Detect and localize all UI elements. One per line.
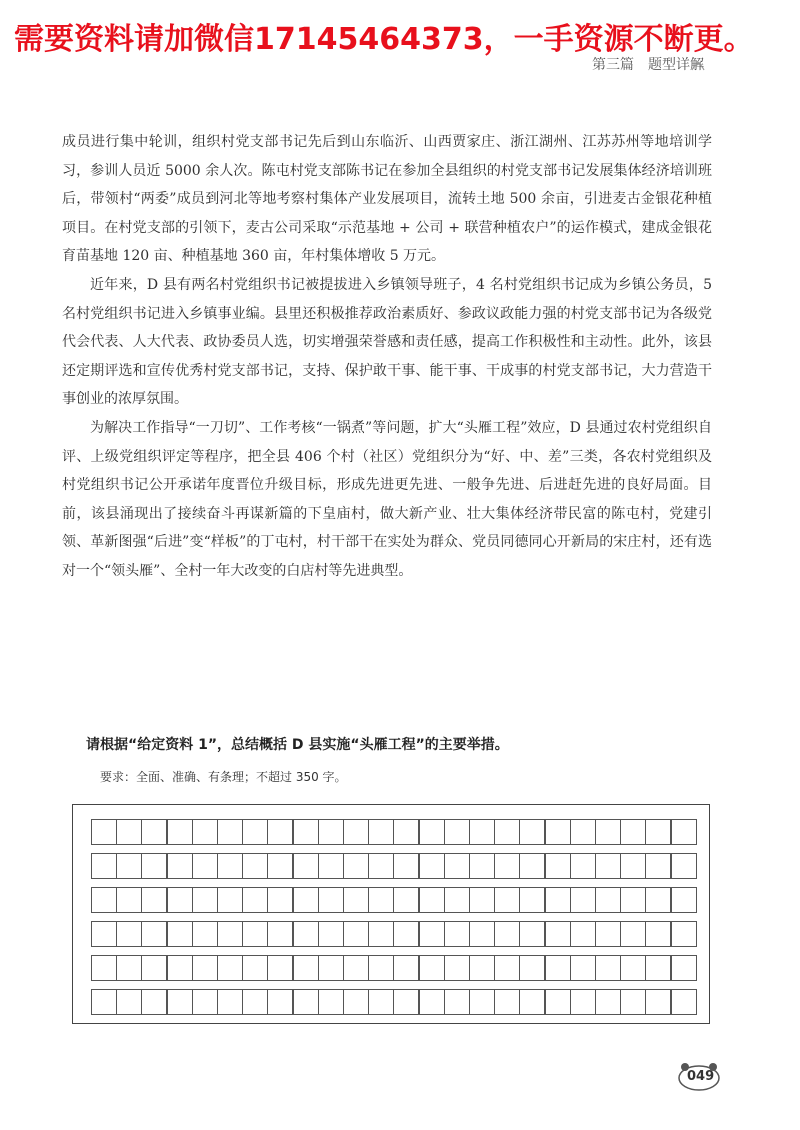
grid-cell[interactable] (167, 921, 193, 947)
grid-cell[interactable] (419, 887, 445, 913)
grid-cell[interactable] (444, 955, 470, 981)
grid-cell[interactable] (620, 853, 646, 879)
grid-cell[interactable] (116, 819, 142, 845)
grid-cell[interactable] (393, 921, 419, 947)
grid-cell[interactable] (116, 853, 142, 879)
grid-cell[interactable] (267, 853, 293, 879)
grid-cell[interactable] (393, 853, 419, 879)
page-header: 第三篇 题型详解 (592, 57, 704, 73)
grid-row (91, 819, 696, 845)
grid-cell[interactable] (494, 853, 520, 879)
grid-cell[interactable] (671, 887, 697, 913)
grid-cell[interactable] (545, 853, 571, 879)
grid-cell[interactable] (91, 989, 117, 1015)
grid-cell[interactable] (645, 989, 671, 1015)
grid-cell[interactable] (368, 955, 394, 981)
grid-cell[interactable] (242, 853, 268, 879)
grid-cell[interactable] (570, 819, 596, 845)
grid-cell[interactable] (141, 955, 167, 981)
grid-cell[interactable] (545, 989, 571, 1015)
grid-cell[interactable] (494, 955, 520, 981)
grid-cell[interactable] (318, 819, 344, 845)
grid-cell[interactable] (167, 989, 193, 1015)
grid-cell[interactable] (343, 853, 369, 879)
grid-cell[interactable] (519, 989, 545, 1015)
grid-cell[interactable] (368, 989, 394, 1015)
grid-cell[interactable] (494, 921, 520, 947)
grid-cell[interactable] (671, 989, 697, 1015)
grid-cell[interactable] (645, 887, 671, 913)
grid-cell[interactable] (393, 955, 419, 981)
grid-cell[interactable] (141, 989, 167, 1015)
grid-cell[interactable] (368, 887, 394, 913)
grid-cell[interactable] (267, 887, 293, 913)
grid-cell[interactable] (620, 955, 646, 981)
grid-cell[interactable] (217, 819, 243, 845)
grid-cell[interactable] (570, 887, 596, 913)
answer-grid[interactable] (72, 804, 710, 1024)
grid-cell[interactable] (192, 921, 218, 947)
grid-cell[interactable] (217, 989, 243, 1015)
grid-cell[interactable] (141, 921, 167, 947)
grid-cell[interactable] (242, 887, 268, 913)
grid-cell[interactable] (242, 989, 268, 1015)
grid-cell[interactable] (570, 921, 596, 947)
grid-cell[interactable] (192, 989, 218, 1015)
grid-row (91, 955, 696, 981)
grid-cell[interactable] (343, 921, 369, 947)
grid-cell[interactable] (519, 955, 545, 981)
watermark-text: 需要资料请加微信17145464373，一手资源不断更。 (14, 22, 754, 57)
grid-cell[interactable] (393, 819, 419, 845)
grid-cell[interactable] (318, 989, 344, 1015)
material-body (62, 128, 712, 586)
grid-cell[interactable] (393, 989, 419, 1015)
grid-cell[interactable] (343, 989, 369, 1015)
grid-cell[interactable] (318, 853, 344, 879)
grid-cell[interactable] (469, 853, 495, 879)
grid-cell[interactable] (545, 921, 571, 947)
grid-cell[interactable] (419, 921, 445, 947)
grid-cell[interactable] (469, 819, 495, 845)
paragraph-1: 成员进行集中轮训，组织村党支部书记先后到山东临沂、山西贾家庄、浙江湖州、江苏苏州等地培训学习，参训人员近 5000 余人次。陈屯村党支部陈书记在参加全县组织的村党支部书记发展集体经济培训班后，带领村“两委”成员到河北等地考察村集体产业发展项目，流转土地 500 余亩，引进麦古金银花种植项目。在村党支部的引领下，麦古公司采取“示范基地 + 公司 + 联营种植农户”的运作模式，建成金银花育苗基地 120 亩、种植基地 360 亩，年村集体增收 5 万元。 (62, 134, 712, 265)
grid-cell[interactable] (167, 955, 193, 981)
grid-cell[interactable] (242, 955, 268, 981)
grid-cell[interactable] (116, 955, 142, 981)
grid-cell[interactable] (645, 819, 671, 845)
grid-cell[interactable] (671, 955, 697, 981)
grid-cell[interactable] (393, 887, 419, 913)
grid-cell[interactable] (343, 955, 369, 981)
grid-cell[interactable] (519, 853, 545, 879)
grid-cell[interactable] (595, 887, 621, 913)
grid-cell[interactable] (368, 921, 394, 947)
grid-cell[interactable] (217, 887, 243, 913)
grid-cell[interactable] (167, 887, 193, 913)
grid-cell[interactable] (91, 853, 117, 879)
grid-cell[interactable] (217, 921, 243, 947)
grid-cell[interactable] (570, 853, 596, 879)
grid-cell[interactable] (545, 819, 571, 845)
grid-cell[interactable] (318, 887, 344, 913)
grid-cell[interactable] (419, 819, 445, 845)
grid-cell[interactable] (519, 921, 545, 947)
grid-cell[interactable] (368, 853, 394, 879)
grid-cell[interactable] (141, 819, 167, 845)
grid-cell[interactable] (293, 819, 319, 845)
grid-cell[interactable] (167, 819, 193, 845)
grid-cell[interactable] (91, 955, 117, 981)
grid-cell[interactable] (545, 955, 571, 981)
header-decoration-icon (688, 54, 708, 74)
grid-row (91, 887, 696, 913)
grid-cell[interactable] (620, 989, 646, 1015)
grid-cell[interactable] (116, 887, 142, 913)
grid-cell[interactable] (671, 819, 697, 845)
grid-cell[interactable] (293, 955, 319, 981)
grid-cell[interactable] (469, 921, 495, 947)
grid-cell[interactable] (519, 819, 545, 845)
grid-cell[interactable] (343, 887, 369, 913)
grid-cell[interactable] (217, 853, 243, 879)
grid-cell[interactable] (91, 921, 117, 947)
grid-cell[interactable] (192, 853, 218, 879)
grid-cell[interactable] (595, 819, 621, 845)
paragraph-2: 近年来，D 县有两名村党组织书记被提拔进入乡镇领导班子，4 名村党组织书记成为乡镇公务员，5 名村党组织书记进入乡镇事业编。县里还积极推荐政治素质好、参政议政能力强的村党支部书记为各级党代会代表、人大代表、政协委员人选，切实增强荣誉感和责任感，提高工作积极性和主动性。此外，该县还定期评选和宣传优秀村党支部书记，支持、保护敢干事、能干事、干成事的村党支部书记，大力营造干事创业的浓厚氛围。 (62, 276, 712, 408)
grid-cell[interactable] (242, 819, 268, 845)
grid-cell[interactable] (444, 989, 470, 1015)
grid-cell[interactable] (595, 921, 621, 947)
grid-cell[interactable] (469, 955, 495, 981)
grid-cell[interactable] (620, 819, 646, 845)
grid-cell[interactable] (293, 921, 319, 947)
grid-cell[interactable] (671, 853, 697, 879)
question-prompt: 请根据“给定资料 1”，总结概括 D 县实施“头雁工程”的主要举措。 (86, 737, 509, 753)
grid-cell[interactable] (267, 921, 293, 947)
grid-cell[interactable] (267, 955, 293, 981)
page-number-badge (676, 1062, 722, 1092)
grid-cell[interactable] (318, 921, 344, 947)
grid-cell[interactable] (620, 921, 646, 947)
grid-cell[interactable] (419, 853, 445, 879)
grid-cell[interactable] (595, 989, 621, 1015)
grid-cell[interactable] (419, 955, 445, 981)
grid-cell[interactable] (368, 819, 394, 845)
grid-cell[interactable] (570, 955, 596, 981)
grid-cell[interactable] (494, 819, 520, 845)
grid-cell[interactable] (570, 989, 596, 1015)
page-number: 049 (687, 1069, 715, 1084)
grid-cell[interactable] (519, 887, 545, 913)
grid-cell[interactable] (267, 819, 293, 845)
grid-cell[interactable] (267, 989, 293, 1015)
grid-cell[interactable] (671, 921, 697, 947)
grid-cell[interactable] (242, 921, 268, 947)
grid-cell[interactable] (645, 921, 671, 947)
grid-cell[interactable] (494, 989, 520, 1015)
grid-cell[interactable] (494, 887, 520, 913)
grid-cell[interactable] (620, 887, 646, 913)
grid-row (91, 853, 696, 879)
grid-cell[interactable] (444, 853, 470, 879)
grid-cell[interactable] (469, 989, 495, 1015)
grid-cell[interactable] (192, 887, 218, 913)
grid-cell[interactable] (91, 819, 117, 845)
grid-cell[interactable] (545, 887, 571, 913)
grid-cell[interactable] (293, 887, 319, 913)
question-requirement: 要求：全面、准确、有条理；不超过 350 字。 (100, 770, 347, 784)
grid-cell[interactable] (469, 887, 495, 913)
grid-cell[interactable] (192, 955, 218, 981)
grid-row (91, 921, 696, 947)
grid-cell[interactable] (444, 921, 470, 947)
grid-cell[interactable] (293, 989, 319, 1015)
grid-cell[interactable] (444, 819, 470, 845)
grid-cell[interactable] (419, 989, 445, 1015)
grid-cell[interactable] (217, 955, 243, 981)
grid-cell[interactable] (343, 819, 369, 845)
grid-cell[interactable] (293, 853, 319, 879)
grid-cell[interactable] (116, 921, 142, 947)
grid-cell[interactable] (141, 887, 167, 913)
grid-cell[interactable] (645, 955, 671, 981)
grid-cell[interactable] (645, 853, 671, 879)
grid-cell[interactable] (192, 819, 218, 845)
grid-cell[interactable] (318, 955, 344, 981)
paragraph-3: 为解决工作指导“一刀切”、工作考核“一锅煮”等问题，扩大“头雁工程”效应，D 县通过农村党组织自评、上级党组织评定等程序，把全县 406 个村（社区）党组织分为“好、中、差”三类，各农村党组织及村党组织书记公开承诺年度晋位升级目标，形成先进更先进、一般争先进、后进赶先进的良好局面。目前，该县涌现出了接续奋斗再谋新篇的下皇庙村，做大新产业、壮大集体经济带民富的陈屯村，党建引领、革新图强“后进”变“样板”的丁屯村，村干部干在实处为群众、党员同德同心开新局的宋庄村，还有选对一个“领头雁”、全村一年大改变的白店村等先进典型。 (62, 419, 712, 579)
grid-cell[interactable] (595, 955, 621, 981)
grid-cell[interactable] (167, 853, 193, 879)
grid-row (91, 989, 696, 1015)
grid-cell[interactable] (116, 989, 142, 1015)
grid-cell[interactable] (141, 853, 167, 879)
grid-cell[interactable] (444, 887, 470, 913)
grid-cell[interactable] (91, 887, 117, 913)
grid-cell[interactable] (595, 853, 621, 879)
